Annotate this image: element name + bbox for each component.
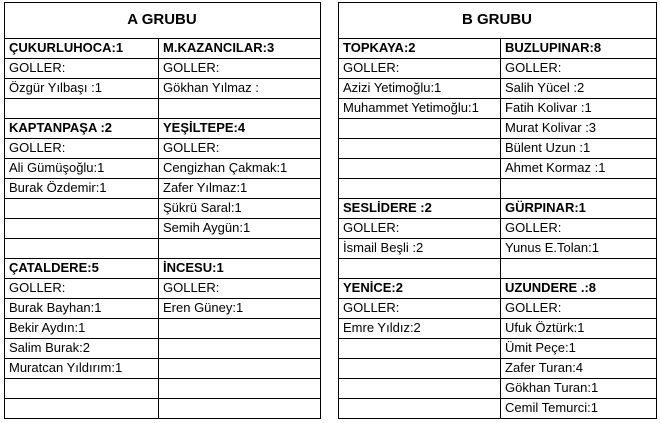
scorer-cell[interactable]: Özgür Yılbaşı :1 [9, 80, 102, 95]
scorer-cell[interactable]: Ahmet Kormaz :1 [505, 160, 606, 175]
scorer-cell[interactable]: Semih Aygün:1 [163, 220, 251, 235]
scorer-cell[interactable]: Emre Yıldız:2 [343, 320, 421, 335]
team-name-cell[interactable]: UZUNDERE .:8 [505, 280, 597, 295]
scorer-cell[interactable]: Cengizhan Çakmak:1 [163, 160, 288, 175]
scorer-cell[interactable]: İsmail Beşli :2 [343, 240, 424, 255]
scorer-cell[interactable]: Bülent Uzun :1 [505, 140, 591, 155]
scorer-cell[interactable]: Salim Burak:2 [9, 340, 90, 355]
group-header[interactable]: B GRUBU [462, 11, 532, 28]
team-name-cell[interactable]: GÜRPINAR:1 [505, 200, 586, 215]
goals-label-cell[interactable]: GOLLER: [163, 60, 220, 75]
scorer-cell[interactable]: Ali Gümüşoğlu:1 [9, 160, 105, 175]
goals-label-cell[interactable]: GOLLER: [505, 220, 562, 235]
scorer-cell[interactable]: Bekir Aydın:1 [9, 320, 86, 335]
grid-line [338, 2, 657, 3]
scorer-cell[interactable]: Burak Özdemir:1 [9, 180, 107, 195]
group-header[interactable]: A GRUBU [127, 11, 197, 28]
team-name-cell[interactable]: YENİCE:2 [343, 280, 403, 295]
scorer-cell[interactable]: Fatih Kolivar :1 [505, 100, 592, 115]
grid-line [4, 98, 321, 99]
goals-label-cell[interactable]: GOLLER: [163, 280, 220, 295]
goals-label-cell[interactable]: GOLLER: [343, 60, 400, 75]
team-name-cell[interactable]: BUZLUPINAR:8 [505, 40, 602, 55]
grid-line [4, 238, 321, 239]
goals-label-cell[interactable]: GOLLER: [163, 140, 220, 155]
scorer-cell[interactable]: Burak Bayhan:1 [9, 300, 102, 315]
scorer-cell[interactable]: Zafer Yılmaz:1 [163, 180, 248, 195]
scorer-cell[interactable]: Yunus E.Tolan:1 [505, 240, 599, 255]
team-name-cell[interactable]: İNCESU:1 [163, 260, 224, 275]
grid-line [320, 2, 321, 419]
grid-line [4, 398, 321, 399]
scorer-cell[interactable]: Gökhan Yılmaz : [163, 80, 259, 95]
scorer-cell[interactable]: Eren Güney:1 [163, 300, 244, 315]
scorer-cell[interactable]: Murat Kolivar :3 [505, 120, 597, 135]
team-name-cell[interactable]: KAPTANPAŞA :2 [9, 120, 113, 135]
goals-label-cell[interactable]: GOLLER: [9, 280, 66, 295]
goals-label-cell[interactable]: GOLLER: [343, 220, 400, 235]
scorer-cell[interactable]: Muhammet Yetimoğlu:1 [343, 100, 479, 115]
scorer-cell[interactable]: Muratcan Yıldırım:1 [9, 360, 123, 375]
scorer-cell[interactable]: Azizi Yetimoğlu:1 [343, 80, 442, 95]
goals-label-cell[interactable]: GOLLER: [505, 300, 562, 315]
scorer-cell[interactable]: Gökhan Turan:1 [505, 380, 599, 395]
grid-line [4, 418, 321, 419]
scorer-cell[interactable]: Salih Yücel :2 [505, 80, 585, 95]
grid-line [4, 378, 321, 379]
grid-line [656, 2, 657, 419]
grid-line [338, 258, 657, 259]
grid-line [4, 2, 321, 3]
team-name-cell[interactable]: ÇUKURLUHOCA:1 [9, 40, 124, 55]
team-name-cell[interactable]: ÇATALDERE:5 [9, 260, 99, 275]
grid-line [338, 178, 657, 179]
goals-label-cell[interactable]: GOLLER: [9, 140, 66, 155]
goals-label-cell[interactable]: GOLLER: [505, 60, 562, 75]
goals-label-cell[interactable]: GOLLER: [343, 300, 400, 315]
team-name-cell[interactable]: SESLİDERE :2 [343, 200, 432, 215]
team-name-cell[interactable]: YEŞİLTEPE:4 [163, 120, 246, 135]
scorer-cell[interactable]: Cemil Temurci:1 [505, 400, 598, 415]
grid-line [338, 418, 657, 419]
team-name-cell[interactable]: M.KAZANCILAR:3 [163, 40, 275, 55]
scorer-cell[interactable]: Şükrü Saral:1 [163, 200, 242, 215]
goals-label-cell[interactable]: GOLLER: [9, 60, 66, 75]
scorer-cell[interactable]: Ümit Peçe:1 [505, 340, 576, 355]
scorer-cell[interactable]: Zafer Turan:4 [505, 360, 584, 375]
scorer-cell[interactable]: Ufuk Öztürk:1 [505, 320, 585, 335]
team-name-cell[interactable]: TOPKAYA:2 [343, 40, 416, 55]
